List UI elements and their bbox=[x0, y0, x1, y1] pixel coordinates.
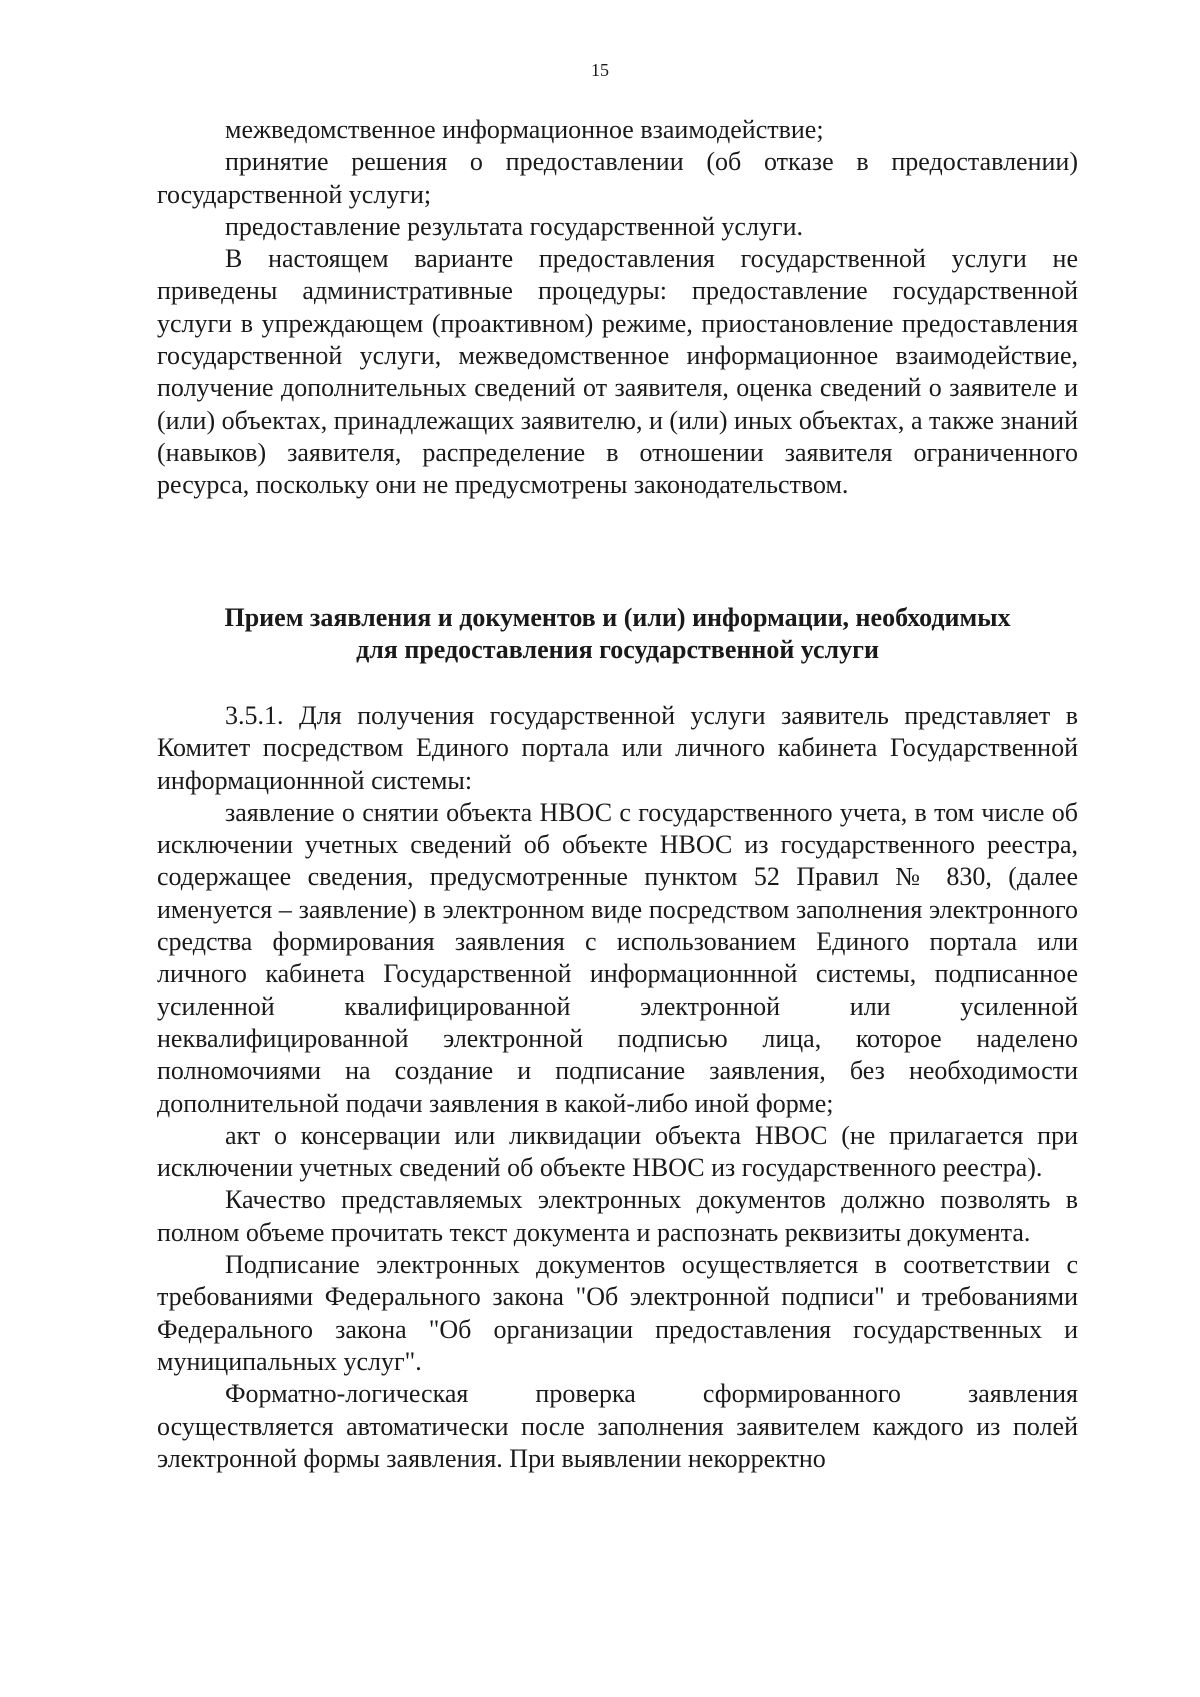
section-heading-line: Прием заявления и документов и (или) информации, необходимых bbox=[224, 603, 1011, 632]
body-text-top bbox=[157, 114, 1078, 502]
paragraph: В настоящем варианте предоставления государственной услуги не приведены административные процедуры: предоставление государственной услуги в упреждающем (проактивном) режиме, приостановление предоставления государственной услуги, межведомственное информационное взаимодействие, получение дополнительных сведений от заявителя, оценка сведений о заявителе и (или) объектах, принадлежащих заявителю, и (или) иных объектах, а также знаний (навыков) заявителя, распределение в отношении заявителя ограниченного ресурса, поскольку они не предусмотрены законодательством. bbox=[157, 244, 1078, 500]
section-heading-line: для предоставления государственной услуги bbox=[356, 635, 879, 665]
paragraph: Подписание электронных документов осуществляется в соответствии с требованиями Федерального закона "Об электронной подписи" и требованиями Федерального закона "Об организации предоставления государственных и муниципальных услуг". bbox=[157, 1250, 1078, 1376]
paragraph: межведомственное информационное взаимодействие; bbox=[225, 115, 824, 144]
paragraph: Качество представляемых электронных документов должно позволять в полном объеме прочитать текст документа и распознать реквизиты документа. bbox=[157, 1185, 1078, 1247]
paragraph: Форматно-логическая проверка сформированного заявления осуществляется автоматически после заполнения заявителем каждого из полей электронной формы заявления. При выявлении некорректно bbox=[157, 1379, 1078, 1473]
paragraph: акт о консервации или ликвидации объекта НВОС (не прилагается при исключении учетных сведений об объекте НВОС из государственного реестра). bbox=[157, 1120, 1078, 1183]
page-number: 15 bbox=[591, 60, 609, 80]
body-text-bottom bbox=[157, 700, 1078, 1475]
paragraph: 3.5.1. Для получения государственной услуги заявитель представляет в Комитет посредством Единого портала или личного кабинета Государственной информационнной системы: bbox=[157, 701, 1078, 795]
section-heading bbox=[157, 602, 1078, 667]
paragraph: заявление о снятии объекта НВОС с государственного учета, в том числе об исключении учетных сведений об объекте НВОС из государственного реестра, содержащее сведения, предусмотренные пунктом 52 Правил № 830, (далее именуется – заявление) в электронном виде посредством заполнения электронного средства формирования заявления с использованием Единого портала или личного кабинета Государственной информационнной системы, подписанное усиленной квалифицированной электронной или усиленной неквалифицированной электронной подписью лица, которое наделено полномочиями на создание и подписание заявления, без необходимости дополнительной подачи заявления в какой-либо иной форме; bbox=[157, 797, 1078, 1118]
paragraph: принятие решения о предоставлении (об отказе в предоставлении) государственной услуги; bbox=[157, 147, 1078, 209]
paragraph: предоставление результата государственной услуги. bbox=[225, 211, 804, 241]
